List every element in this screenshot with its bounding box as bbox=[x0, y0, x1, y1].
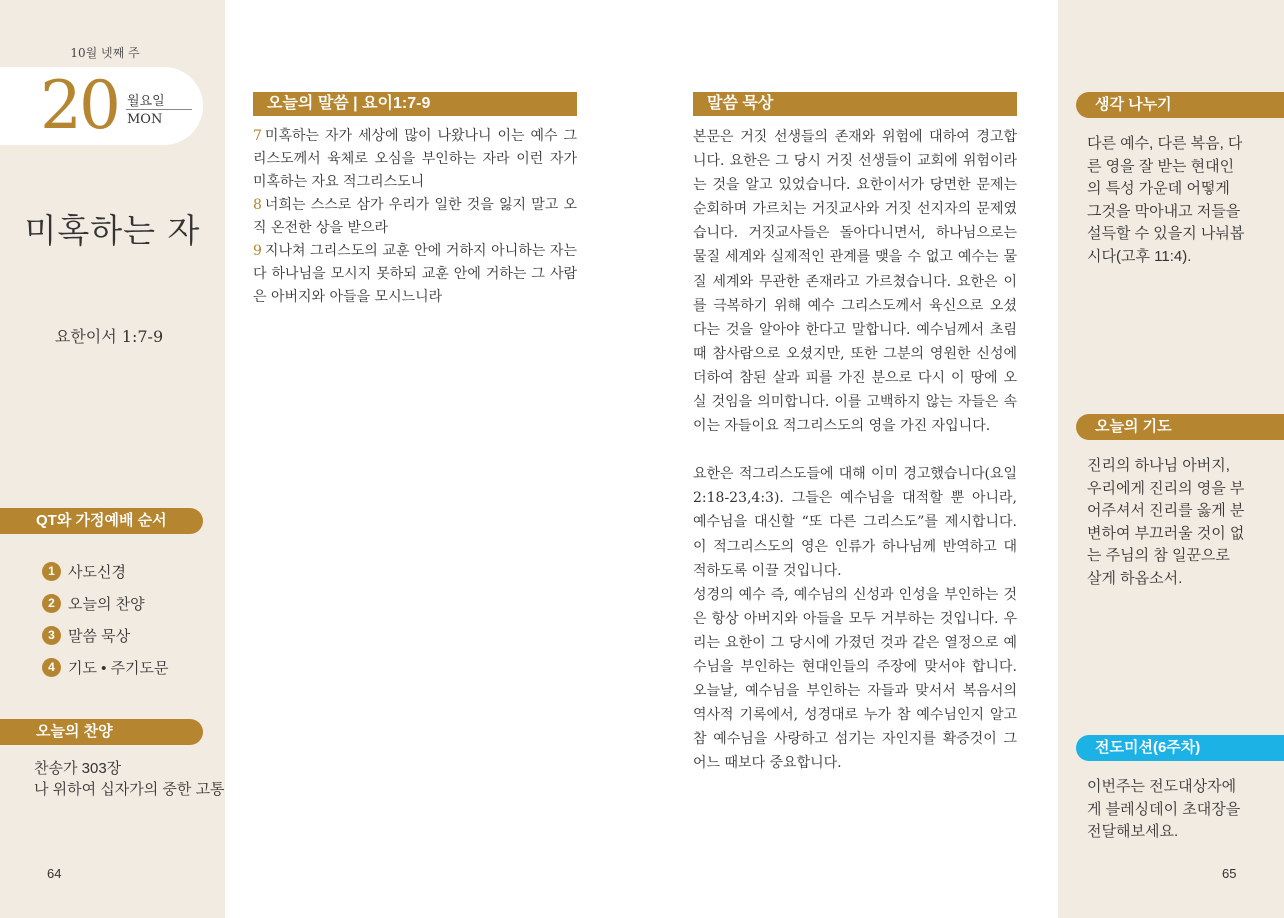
date-number: 20 bbox=[40, 67, 118, 144]
verse-line: 지나쳐 그리스도의 교훈 안에 거하지 아니하는 자는 다 하나님을 모시지 못하되 교훈 안에 거하는 그 사람은 아버지와 아들을 모시느니라 bbox=[253, 243, 577, 305]
verse-line: 너희는 스스로 삼가 우리가 일한 것을 잃지 말고 오직 온전한 상을 받으라 bbox=[253, 197, 577, 236]
mission-text: 이번주는 전도대상자에게 블레싱데이 초대장을 전달해보세요. bbox=[1087, 778, 1241, 840]
number-badge-icon: 4 bbox=[42, 658, 61, 677]
page-title: 미혹하는 자 bbox=[24, 211, 201, 250]
hymn-heading: 오늘의 찬양 bbox=[0, 719, 203, 745]
order-item bbox=[42, 651, 169, 683]
verse-number: 9 bbox=[253, 243, 262, 259]
paragraph-spacer bbox=[693, 438, 1017, 462]
order-item-label: 오늘의 찬양 bbox=[68, 595, 145, 613]
verse-number: 8 bbox=[253, 197, 262, 213]
meditation-paragraph: 본문은 거짓 선생들의 존재와 위험에 대하여 경고합니다. 요한은 그 당시 거짓 선생들이 교회에 위험이라는 것을 알고 있었습니다. 요한이서가 당면한 문제는 순회하며 가르치는 거짓교사와 거짓 선지자의 문제였습니다. 거짓교사들은 돌아다니면서, 하나님으로는 물질 세계와 실제적인 관계를 맺을 수 없고 예수는 물질 세계와 무관한 존재라고 가르쳤습니다. 요한은 이를 극복하기 위해 예수 그리스도께서 육신으로 오셨다는 것을 알아야 한다고 말합니다. 예수님께서 초림 때 참사람으로 오셨지만, 또한 그분의 영원한 신성에 더하여 참된 살과 피를 가진 분으로 다시 이 땅에 오실 것임을 의미합니다. 이를 고백하지 않는 자들은 속이는 자들이요 적그리스도의 영을 가진 자입니다. bbox=[693, 129, 1017, 435]
hymn-title: 나 위하여 십자가의 중한 고통 bbox=[34, 781, 225, 798]
number-badge-icon: 2 bbox=[42, 594, 61, 613]
day-korean: 월요일 bbox=[127, 94, 165, 109]
meditation-paragraph: 성경의 예수 즉, 예수님의 신성과 인성을 부인하는 것은 항상 아버지와 아들을 모두 거부하는 것입니다. 우리는 요한이 그 당시에 가졌던 것과 같은 열정으로 예수님을 부인하는 현대인들의 주장에 맞서야 합니다. 오늘날, 예수님을 부인하는 자들과 맞서서 복음서의 역사적 기록에서, 성경대로 누가 참 예수님인지 알고 참 예수님을 사랑하고 섬기는 자인지를 확증것이 그 어느 때보다 중요합니다. bbox=[693, 586, 1017, 772]
word-heading: 오늘의 말씀 | 요이1:7-9 bbox=[253, 92, 577, 116]
order-heading: QT와 가정예배 순서 bbox=[0, 508, 203, 534]
share-heading: 생각 나누기 bbox=[1076, 92, 1284, 118]
day-english: MON bbox=[127, 112, 163, 127]
page-number-right: 65 bbox=[1222, 866, 1237, 881]
number-badge-icon: 1 bbox=[42, 562, 61, 581]
meditation-text bbox=[693, 125, 1017, 775]
prayer-text: 진리의 하나님 아버지, 우리에게 진리의 영을 부어주셔서 진리를 옳게 분변하여 부끄러울 것이 없는 주님의 참 일꾼으로 살게 하옵소서. bbox=[1087, 457, 1245, 587]
hymn-number: 찬송가 303장 bbox=[34, 760, 122, 777]
order-item bbox=[42, 555, 169, 587]
verse-number: 7 bbox=[253, 128, 262, 144]
date-divider bbox=[126, 109, 192, 110]
order-item bbox=[42, 619, 169, 651]
scripture-reference: 요한이서 1:7-9 bbox=[54, 327, 164, 346]
verse-text bbox=[253, 125, 577, 309]
week-label: 10월 넷째 주 bbox=[70, 46, 140, 60]
share-text: 다른 예수, 다른 복음, 다른 영을 잘 받는 현대인의 특성 가운데 어떻게 그것을 막아내고 저들을 설득할 수 있을지 나눠봅시다(고후 11:4). bbox=[1087, 135, 1245, 265]
order-item-label: 기도 • 주기도문 bbox=[68, 659, 169, 677]
order-list bbox=[42, 555, 169, 683]
prayer-heading: 오늘의 기도 bbox=[1076, 414, 1284, 440]
page-number-left: 64 bbox=[47, 866, 62, 881]
number-badge-icon: 3 bbox=[42, 626, 61, 645]
order-item-label: 사도신경 bbox=[68, 563, 126, 581]
meditation-paragraph: 요한은 적그리스도들에 대해 이미 경고했습니다(요일2:18-23,4:3). 그들은 예수님을 대적할 뿐 아니라, 예수님을 대신할 “또 다른 그리스도”를 제시합니다. 이 적그리스도의 영은 인류가 하나님께 반역하고 대적하도록 이끌 것입니다. bbox=[693, 466, 1017, 579]
left-sidebar bbox=[0, 0, 225, 918]
mission-heading: 전도미션(6주차) bbox=[1076, 735, 1284, 761]
order-item bbox=[42, 587, 169, 619]
order-item-label: 말씀 묵상 bbox=[68, 627, 131, 645]
hymn-info bbox=[34, 758, 225, 800]
meditation-heading: 말씀 묵상 bbox=[693, 92, 1017, 116]
verse-line: 미혹하는 자가 세상에 많이 나왔나니 이는 예수 그리스도께서 육체로 오심을 부인하는 자라 이런 자가 미혹하는 자요 적그리스도니 bbox=[253, 128, 577, 190]
